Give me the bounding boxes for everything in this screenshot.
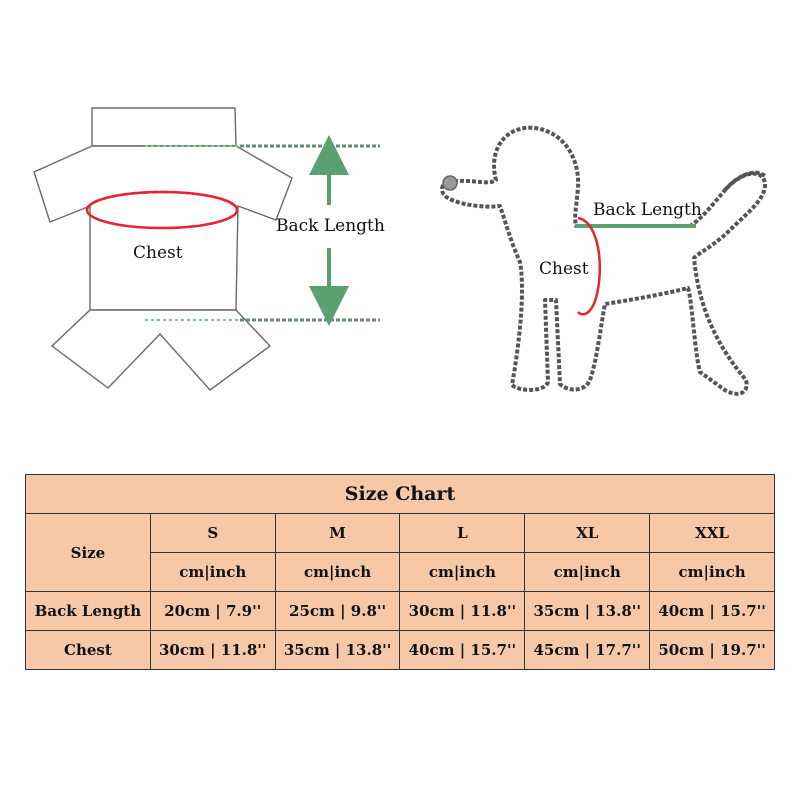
- table-cell: 35cm | 13.8'': [275, 631, 400, 670]
- dog-outline: [442, 128, 765, 394]
- unit-cell: cm|inch: [650, 553, 775, 592]
- table-cell: 30cm | 11.8'': [400, 592, 525, 631]
- table-cell: 35cm | 13.8'': [525, 592, 650, 631]
- table-cell: 20cm | 7.9'': [150, 592, 275, 631]
- unit-cell: cm|inch: [150, 553, 275, 592]
- table-cell: 50cm | 19.7'': [650, 631, 775, 670]
- size-header: Size: [26, 514, 151, 592]
- table-row: [26, 592, 775, 631]
- table-cell: 45cm | 17.7'': [525, 631, 650, 670]
- size-xxl: XXL: [650, 514, 775, 553]
- table-cell: 25cm | 9.8'': [275, 592, 400, 631]
- unit-cell: cm|inch: [400, 553, 525, 592]
- table-cell: 30cm | 11.8'': [150, 631, 275, 670]
- size-chart-title: Size Chart: [26, 475, 775, 514]
- table-cell: 40cm | 15.7'': [400, 631, 525, 670]
- size-chart-table: [25, 474, 775, 670]
- back-length-label-right: Back Length: [593, 200, 702, 220]
- back-length-label-left: Back Length: [276, 216, 385, 236]
- size-xl: XL: [525, 514, 650, 553]
- size-m: M: [275, 514, 400, 553]
- table-row: [26, 631, 775, 670]
- chest-label-left: Chest: [133, 243, 183, 263]
- row-label-chest: Chest: [26, 631, 151, 670]
- chest-label-right: Chest: [539, 259, 589, 279]
- dog-nose-icon: [443, 176, 457, 190]
- table-cell: 40cm | 15.7'': [650, 592, 775, 631]
- size-s: S: [150, 514, 275, 553]
- unit-cell: cm|inch: [525, 553, 650, 592]
- row-label-back-length: Back Length: [26, 592, 151, 631]
- size-l: L: [400, 514, 525, 553]
- unit-cell: cm|inch: [275, 553, 400, 592]
